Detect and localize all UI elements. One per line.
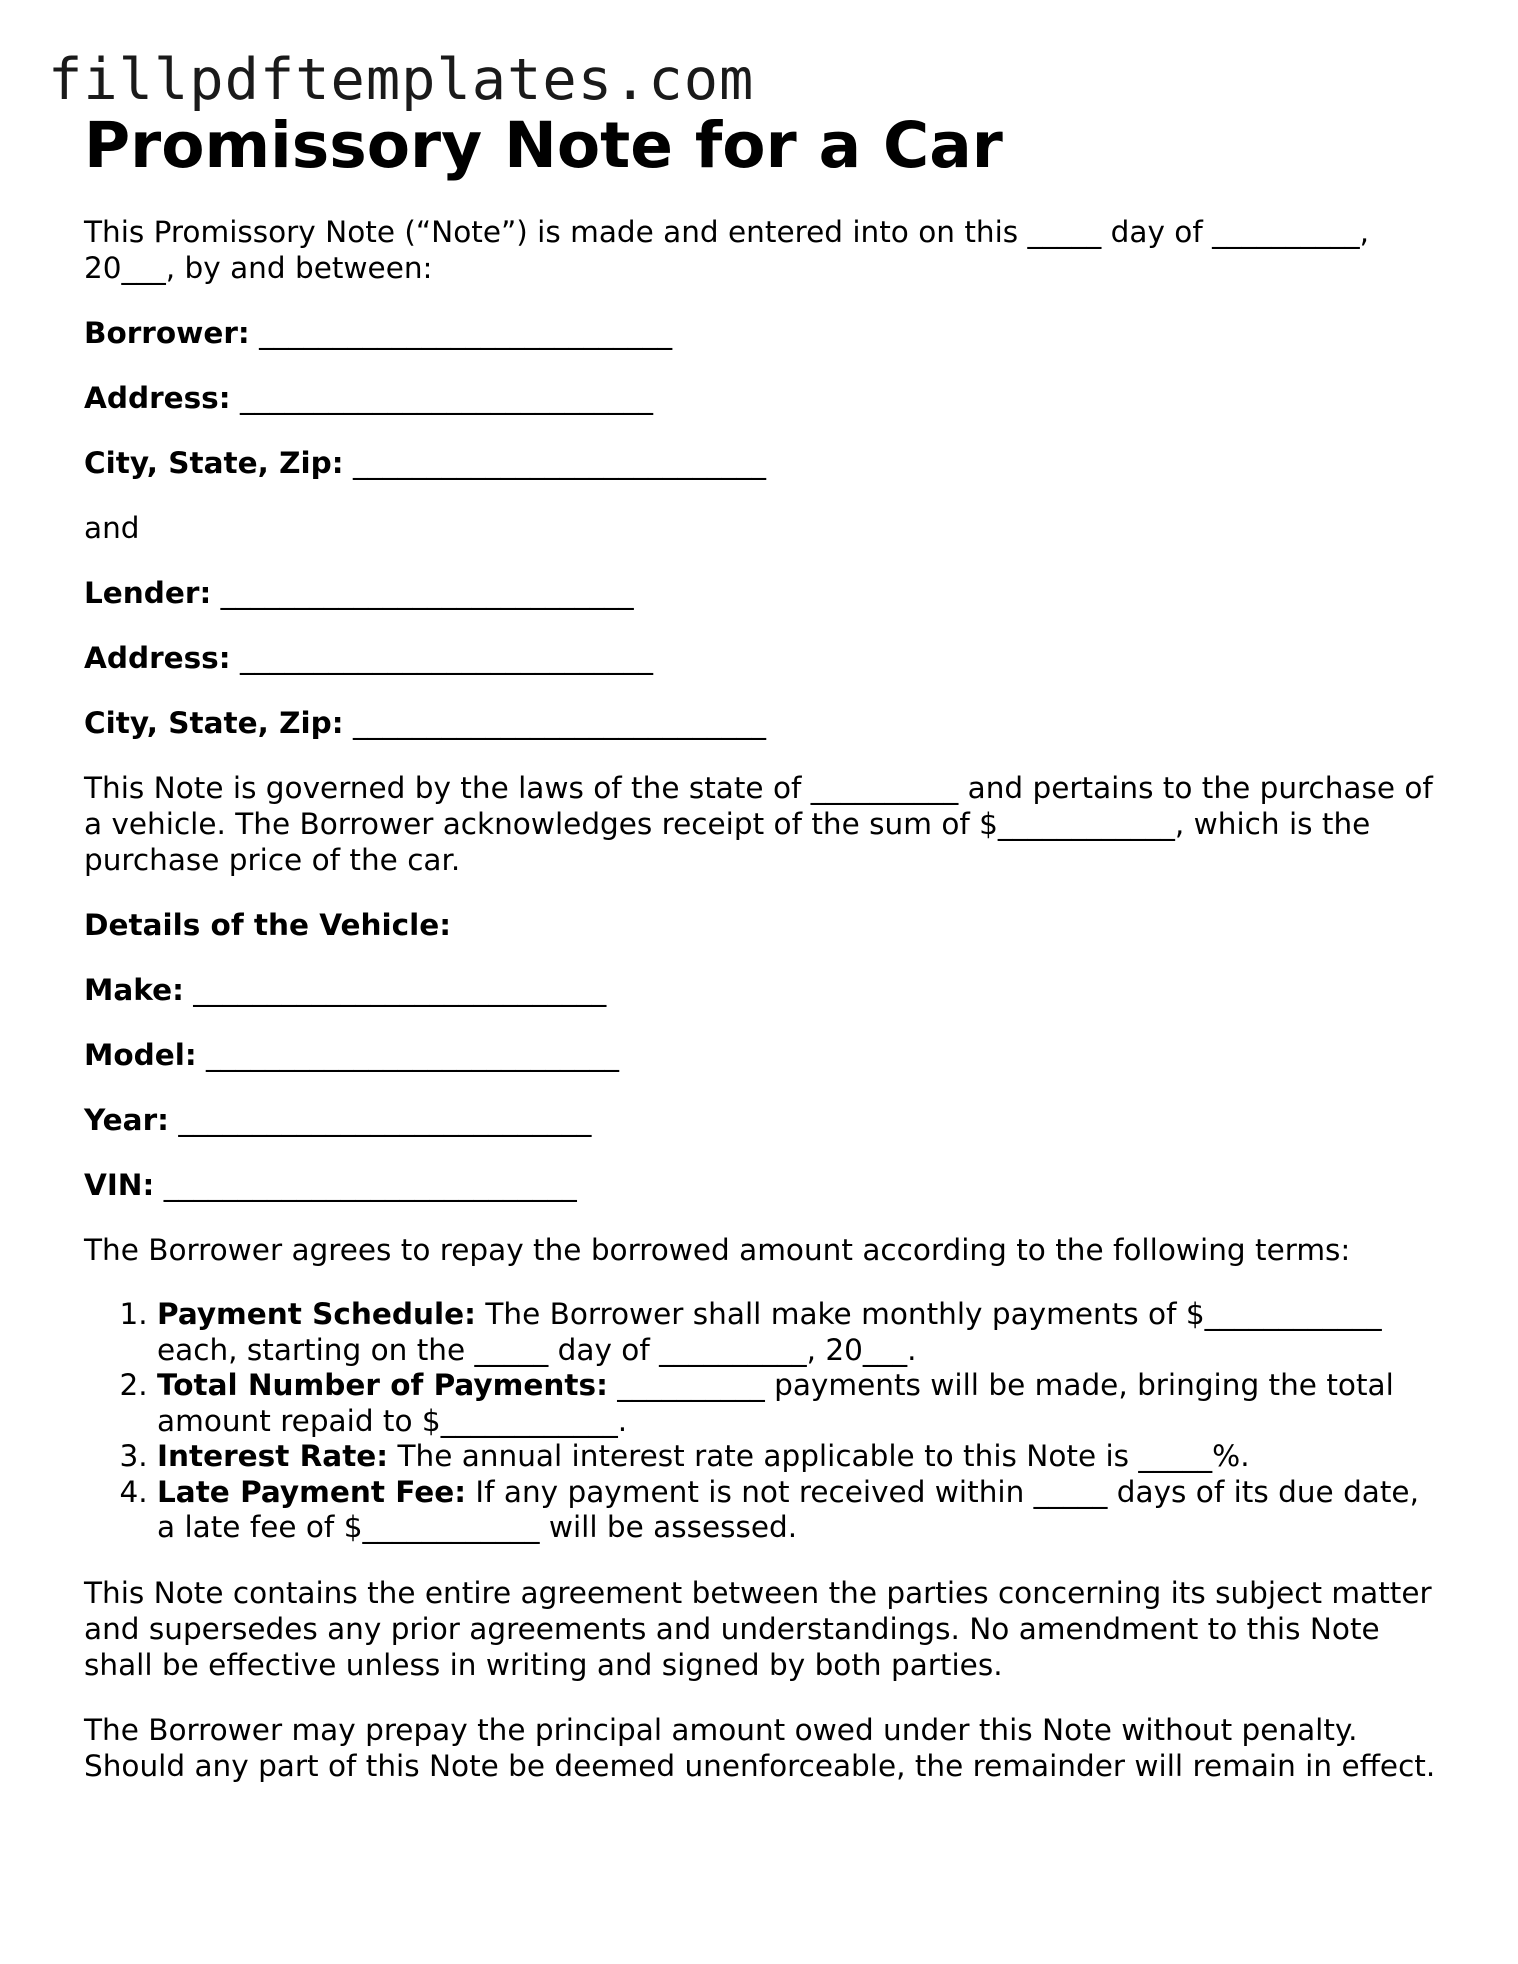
vehicle-year-blank[interactable]: ____________________________ xyxy=(178,1103,592,1137)
term-text: __________ payments will be made, bringing the total amount repaid to $____________. xyxy=(157,1368,1394,1438)
term-label: Payment Schedule: xyxy=(157,1297,476,1331)
borrower-address-blank[interactable]: ____________________________ xyxy=(239,381,653,415)
lender-name-blank[interactable]: ____________________________ xyxy=(220,576,634,610)
lender-city-blank[interactable]: ____________________________ xyxy=(352,706,766,740)
document-body xyxy=(84,108,1444,1813)
terms-list xyxy=(84,1297,1444,1546)
borrower-city-field xyxy=(84,445,1444,481)
vehicle-make-field xyxy=(84,972,1444,1008)
lender-address-blank[interactable]: ____________________________ xyxy=(239,641,653,675)
lender-address-field xyxy=(84,640,1444,676)
borrower-city-blank[interactable]: ____________________________ xyxy=(352,446,766,480)
and-text: and xyxy=(84,511,140,545)
term-label: Late Payment Fee: xyxy=(157,1474,467,1509)
vehicle-vin-blank[interactable]: ____________________________ xyxy=(163,1168,577,1202)
term-text: If any payment is not received within _____ days of its due date, a late fee of $____________ will be assessed. xyxy=(157,1474,1419,1544)
term-label: Total Number of Payments: xyxy=(157,1368,608,1402)
vehicle-year-field xyxy=(84,1102,1444,1138)
term-label: Interest Rate: xyxy=(157,1439,389,1473)
lender-address-label: Address: xyxy=(84,641,231,675)
list-item xyxy=(157,1475,1444,1546)
intro-paragraph: This Promissory Note (“Note”) is made and entered into on this _____ day of __________, 20___, by and between: xyxy=(84,215,1369,285)
terms-intro: The Borrower agrees to repay the borrowed amount according to the following terms: xyxy=(84,1233,1351,1267)
lender-city-label: City, State, Zip: xyxy=(84,706,344,740)
entire-agreement-paragraph: This Note contains the entire agreement between the parties concerning its subject matter and supersedes any prior agreements and understandings. No amendment to this Note shall be effective unless in writing and signed by both parties. xyxy=(84,1575,1432,1682)
vehicle-make-blank[interactable]: ____________________________ xyxy=(193,973,607,1007)
borrower-name-label: Borrower: xyxy=(84,316,250,350)
vehicle-year-label: Year: xyxy=(84,1103,169,1137)
page-title: Promissory Note for a Car xyxy=(84,109,1003,182)
vehicle-details-heading: Details of the Vehicle: xyxy=(84,908,452,942)
borrower-address-label: Address: xyxy=(84,381,231,415)
vehicle-model-field xyxy=(84,1037,1444,1073)
vehicle-model-blank[interactable]: ____________________________ xyxy=(206,1038,620,1072)
list-item xyxy=(157,1368,1444,1439)
lender-name-field xyxy=(84,575,1444,611)
vehicle-vin-label: VIN: xyxy=(84,1168,155,1202)
prepayment-paragraph: The Borrower may prepay the principal amount owed under this Note without penalty. Should any part of this Note be deemed unenforceable, the remainder will remain in effect. xyxy=(84,1712,1436,1783)
borrower-address-field xyxy=(84,380,1444,416)
term-text: The annual interest rate applicable to this Note is _____%. xyxy=(388,1439,1250,1473)
borrower-city-label: City, State, Zip: xyxy=(84,446,344,480)
lender-city-field xyxy=(84,705,1444,741)
vehicle-vin-field xyxy=(84,1167,1444,1203)
list-item xyxy=(157,1439,1444,1475)
vehicle-model-label: Model: xyxy=(84,1038,197,1072)
site-watermark: fillpdftemplates.com xyxy=(48,47,755,113)
term-text: The Borrower shall make monthly payments of $____________ each, starting on the _____ day of __________, 20___. xyxy=(157,1297,1382,1367)
lender-name-label: Lender: xyxy=(84,576,212,610)
vehicle-make-label: Make: xyxy=(84,973,184,1007)
governing-law-paragraph: This Note is governed by the laws of the state of __________ and pertains to the purchase of a vehicle. The Borrower acknowledges receipt of the sum of $____________, which is the purchase price of the car. xyxy=(84,771,1433,877)
list-item xyxy=(157,1297,1444,1368)
borrower-name-blank[interactable]: ____________________________ xyxy=(259,316,673,350)
borrower-name-field xyxy=(84,315,1444,351)
